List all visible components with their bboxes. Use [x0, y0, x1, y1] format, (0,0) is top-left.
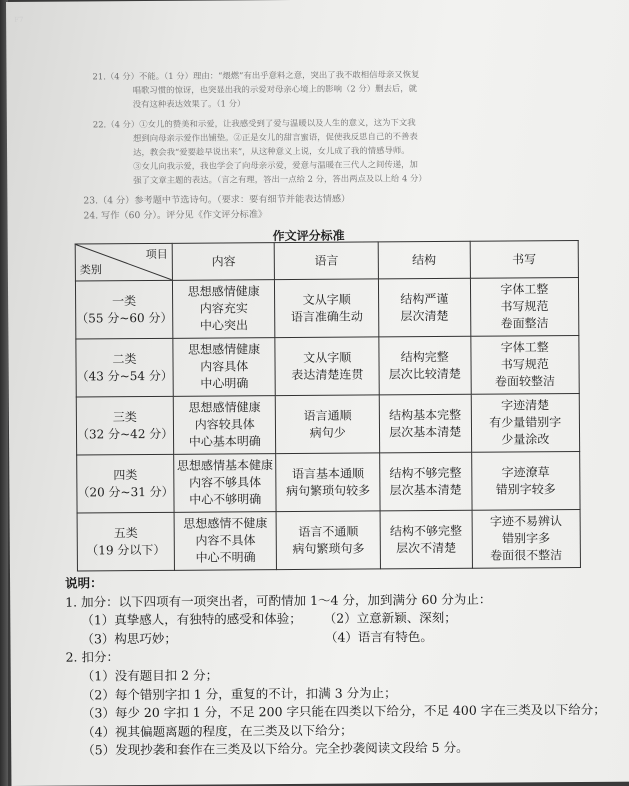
category-name: 三类 [112, 409, 137, 424]
answer-23: 23.（4 分）参考题中节选诗句。（要求：要有细节并能表达情感） [83, 193, 351, 207]
answer-22-line: 达，教会我“爱要趁早说出来”，从这种意义上说，女儿成了我的情感导师。 [133, 145, 410, 158]
cell-line: 病句繁琐句较多 [286, 482, 371, 498]
cell-line: 字迹清楚 [501, 398, 550, 413]
answer-21-line: 没有这种表达效果了。（1 分） [132, 98, 246, 110]
cell-line: 错别字多 [501, 531, 551, 546]
bonus-criterion: （3）构思巧妙； [81, 630, 177, 647]
deduction-item: （3）每少 20 字扣 1 分，不足 200 字只能在四类以下给分，不足 400 字在三类及以下给分； [81, 701, 606, 721]
cell-line: 文从字顺 [302, 292, 351, 307]
category-name: 二类 [112, 351, 137, 366]
cell-line: 思想感情健康 [187, 284, 260, 299]
language-cell [277, 511, 381, 570]
cell-line: 表达清楚连贯 [291, 367, 364, 382]
category-range: （19 分以下） [86, 542, 166, 557]
answer-22-line: ③女儿向我示爱，我也学会了向母亲示爱，爱意与温暖在三代人之间传递，加 [133, 159, 418, 172]
cell-line: 语言基本通顺 [291, 466, 365, 481]
cell-line: 病句少 [309, 425, 346, 440]
category-cell [77, 512, 174, 571]
structure-cell [380, 510, 472, 569]
cell-line: 结构基本完整 [389, 407, 462, 422]
cell-line: 层次清楚 [400, 308, 449, 323]
content-cell [172, 280, 275, 339]
bonus-criterion: （2）立意新颖、深刻； [323, 610, 457, 626]
notes-section [65, 571, 606, 761]
header-item-label: 项目 [145, 247, 168, 262]
cell-line: 卷面较整洁 [494, 374, 556, 389]
cell-line: 书写规范 [500, 299, 549, 314]
structure-cell [378, 278, 470, 337]
cell-line: 语言不通顺 [298, 524, 359, 539]
cell-line: 卷面整洁 [500, 316, 549, 331]
cell-line: 结构严谨 [400, 291, 449, 306]
language-cell [275, 279, 379, 338]
bonus-rule: 1. 加分：以下四项有一项突出者，可酌情加 1～4 分，加到满分 60 分为止： [65, 591, 492, 610]
scoring-table [75, 240, 581, 572]
category-range: （32 分~42 分） [76, 426, 174, 442]
cell-line: 层次比较清楚 [388, 366, 461, 381]
cell-line: 中心不明确 [195, 550, 256, 565]
cell-line: 思想感情不健康 [183, 516, 268, 531]
cell-line: 结构不够完整 [389, 523, 462, 538]
writing-cell [471, 452, 580, 511]
cell-line: 字体工整 [500, 340, 549, 355]
table-row [75, 278, 578, 340]
bonus-criterion: （4）语言有特色。 [324, 628, 433, 645]
cell-line: 内容不够具体 [189, 475, 262, 490]
deduction-item: （5）发现抄袭和套作在三类及以下给分。完全抄袭阅读文段给 5 分。 [82, 740, 469, 758]
cell-line: 内容具体 [200, 359, 249, 374]
deduction-item: （1）没有题目扣 2 分； [81, 667, 219, 684]
category-cell [75, 280, 172, 339]
structure-cell [379, 394, 471, 453]
answer-21-line: 唱歌习惯的惊讶，也突显出我的示爱对母亲心境上的影响（2 分）删去后，就 [132, 83, 418, 96]
document-page [6, 0, 629, 786]
cell-line: 内容充实 [199, 301, 248, 316]
category-cell [76, 396, 173, 455]
answer-24: 24. 写作（60 分）。评分见《作文评分标准》 [83, 209, 268, 222]
cell-line: 中心基本明确 [188, 434, 261, 449]
table-row [76, 394, 579, 456]
column-header: 内容 [172, 243, 275, 281]
content-cell [173, 396, 276, 455]
cell-line: 病句繁琐句多 [292, 541, 365, 556]
category-range: （43 分~54 分） [76, 368, 173, 384]
language-cell [276, 453, 380, 512]
answer-21-line: 21.（4 分）不能。（1 分）理由：“煨燃”有出乎意料之意，突出了我不敢相信母亲又恢复 [92, 69, 420, 82]
column-header: 结构 [378, 241, 470, 279]
answer-23-24 [83, 192, 350, 224]
cell-line: 字迹潦草 [501, 464, 550, 480]
content-cell [173, 338, 276, 397]
cell-line: 结构完整 [400, 349, 449, 364]
cell-line: 卷面很不整洁 [490, 548, 563, 563]
cell-line: 字迹不易辨认 [489, 514, 562, 529]
cell-line: 书写规范 [500, 357, 549, 372]
cell-line: 内容不具体 [195, 533, 256, 548]
cell-line: 中心突出 [199, 318, 249, 333]
deduction-item: （4）视其偏题离题的程度，在三类及以下给分； [82, 722, 353, 740]
cell-line: 内容较具体 [194, 417, 255, 432]
deduction-item: （2）每个错别字扣 1 分，重复的不计，扣满 3 分为止； [81, 684, 397, 703]
cell-line: 字体工整 [500, 282, 549, 297]
category-name: 四类 [113, 467, 138, 482]
corner-mark: F7 [14, 15, 24, 24]
notes-heading: 说明： [65, 575, 103, 591]
table-row [77, 510, 580, 572]
writing-cell [470, 336, 579, 395]
table-header-row [75, 241, 578, 282]
cell-line: 语言准确生动 [290, 309, 363, 324]
column-header: 语言 [275, 242, 379, 280]
cell-line: 层次基本清楚 [389, 482, 462, 497]
deduction-rule: 2. 扣分： [65, 649, 120, 665]
cell-line: 有少量错别字 [489, 415, 562, 430]
content-cell [174, 512, 277, 571]
cell-line: 文从字顺 [303, 350, 352, 365]
header-category-label: 类别 [79, 263, 102, 277]
table-title: 作文评分标准 [272, 228, 345, 244]
answer-22-line: 22.（4 分）①女儿的赞美和示爱，让我感受到了爱与温暖以及人生的意义，这为下文我 [92, 117, 416, 130]
cell-line: 语言通顺 [303, 408, 352, 423]
column-header: 书写 [470, 241, 579, 279]
structure-cell [379, 336, 471, 395]
category-name: 一类 [112, 293, 137, 308]
header-diagonal-cell [75, 243, 172, 281]
answer-22-line: 强了文章主题的表达。（言之有理，答出一点给 2 分，答出两点及以上给 4 分） [133, 173, 427, 186]
category-cell [77, 454, 174, 513]
answer-22-line: 想到向母亲示爱作出铺垫。②正是女儿的甜言蜜语，促使我反思自己的不善表 [132, 131, 418, 144]
writing-cell [470, 278, 579, 337]
cell-line: 层次基本清楚 [389, 424, 462, 439]
answer-22 [93, 115, 427, 187]
cell-line: 结构不够完整 [389, 465, 462, 480]
language-cell [275, 337, 379, 396]
table-row [76, 336, 579, 398]
structure-cell [380, 452, 472, 511]
bonus-criterion: （1）真挚感人，有独特的感受和体验； [81, 611, 302, 628]
content-cell [174, 454, 277, 513]
cell-line: 少量涂改 [501, 432, 550, 447]
cell-line: 中心不够明确 [189, 492, 262, 507]
writing-cell [471, 394, 580, 453]
table-row [77, 452, 580, 514]
writing-cell [472, 510, 581, 569]
cell-line: 思想感情健康 [188, 342, 261, 357]
cell-line: 思想感情健康 [188, 400, 261, 415]
cell-line: 思想感情基本健康 [176, 458, 274, 473]
category-range: （20 分~31 分） [77, 484, 174, 500]
category-name: 五类 [113, 525, 138, 540]
category-cell [76, 338, 173, 397]
category-range: （55 分~60 分） [76, 310, 173, 326]
cell-line: 中心明确 [200, 376, 249, 391]
cell-line: 层次不清楚 [396, 540, 457, 555]
cell-line: 错别字较多 [495, 481, 556, 497]
language-cell [276, 395, 380, 454]
answer-21 [92, 67, 419, 111]
